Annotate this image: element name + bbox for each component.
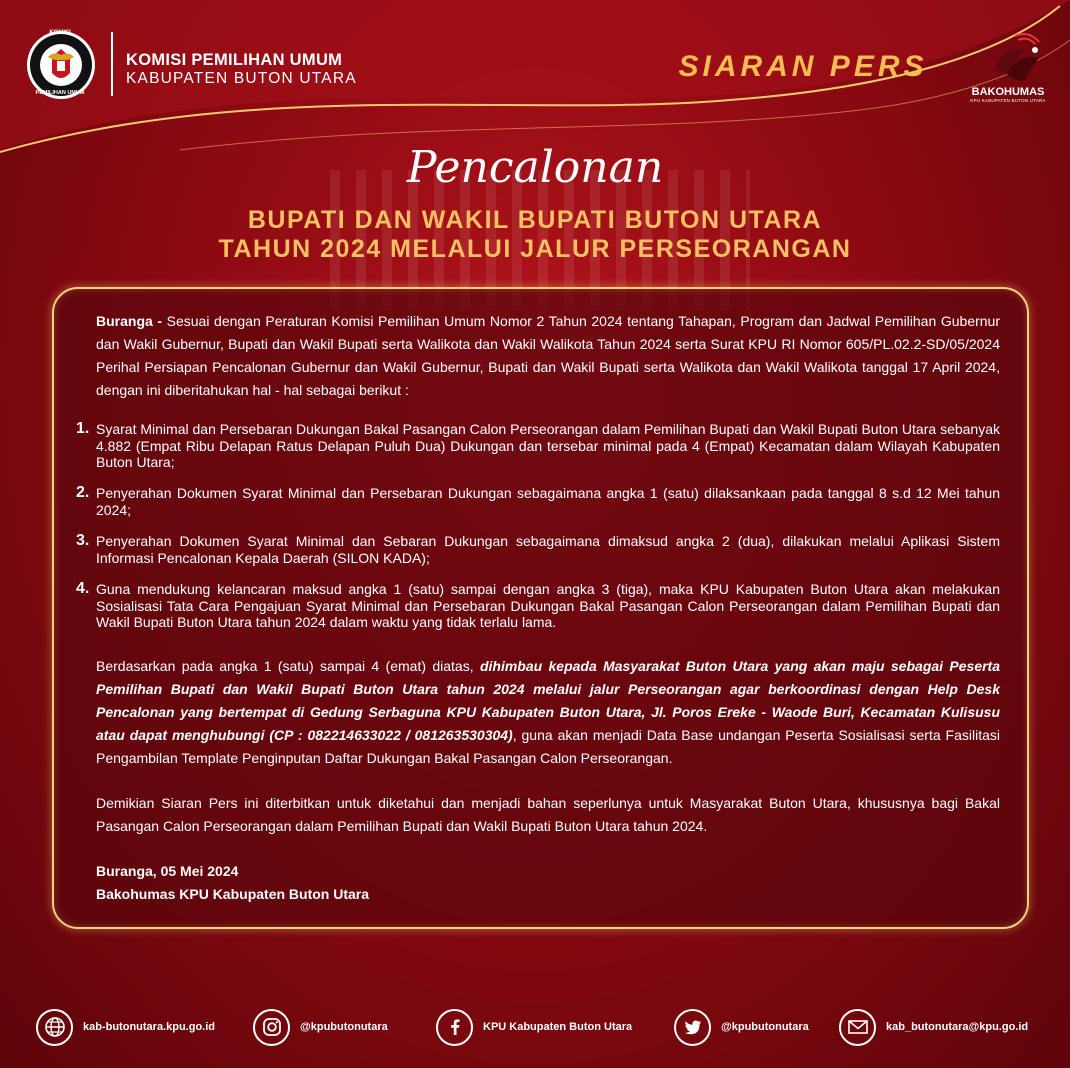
footer-facebook[interactable]: [436, 1008, 632, 1046]
instagram-text: @kpubutonutara: [300, 1021, 388, 1033]
bakohumas-label: BAKOHUMAS: [971, 86, 1045, 98]
appeal-paragraph: [96, 655, 1000, 770]
siaran-pers-badge: SIARAN PERS: [678, 50, 928, 83]
bakohumas-sublabel: KPU KABUPATEN BUTON UTARA: [970, 98, 1046, 103]
footer-twitter[interactable]: [674, 1008, 809, 1046]
facebook-text: KPU Kabupaten Buton Utara: [483, 1021, 633, 1033]
facebook-icon: [436, 1009, 473, 1046]
logo-bottom-text: PEMILIHAN UMUM: [35, 90, 85, 96]
mail-icon: [839, 1009, 876, 1046]
instagram-icon: [253, 1009, 290, 1046]
footer-website[interactable]: [36, 1008, 215, 1046]
footer-instagram[interactable]: [253, 1008, 388, 1046]
org-name: KOMISI PEMILIHAN UMUM: [126, 51, 343, 69]
logo-top-text: KOMISI: [49, 30, 71, 36]
list-number: 2.: [76, 484, 90, 501]
main-title: [0, 206, 1070, 264]
list-text: Guna mendukung kelancaran maksud angka 1 (satu) sampai dengan angka 3 (tiga), maka KPU Kabupaten Buton Utara akan melakukan Sosialisasi Tata Cara Pengajuan Syarat Minimal dan Persebaran Dukungan Bakal Pasangan Calon Perseorangan dalam Pemilihan Bupati dan Wakil Bupati Buton Utara tahun 2024 dalam waktu yang tidak terlalu lama.: [96, 581, 1000, 630]
main-title-line2: TAHUN 2024 MELALUI JALUR PERSEORANGAN: [218, 235, 852, 263]
list-number: 3.: [76, 532, 90, 549]
bakohumas-logo: [985, 28, 1047, 84]
intro-paragraph: [96, 310, 1000, 402]
intro-body: Sesuai dengan Peraturan Komisi Pemilihan Umum Nomor 2 Tahun 2024 tentang Tahapan, Program dan Jadwal Pemilihan Gubernur dan Wakil Gubernur, Bupati dan Wakil Bupati serta Walikota dan Wakil Walikota Tahun 2024 serta Surat KPU RI Nomor 605/PL.02.2-SD/05/2024 Perihal Persiapan Pencalonan Gubernur dan Wakil Gubernur, Bupati dan Wakil Bupati serta Walikota dan Wakil Walikota tanggal 17 April 2024, dengan ini diberitahukan hal - hal sebagai berikut :: [96, 313, 1000, 398]
twitter-text: @kpubutonutara: [721, 1021, 809, 1033]
main-title-line1: BUPATI DAN WAKIL BUPATI BUTON UTARA: [247, 206, 823, 234]
intro-lead: Buranga -: [96, 313, 163, 329]
sign-place-date: Buranga, 05 Mei 2024: [96, 863, 239, 879]
list-number: 1.: [76, 420, 90, 437]
twitter-icon: [674, 1009, 711, 1046]
appeal-end: , guna akan menjadi Data Base undangan Peserta Sosialisasi serta Fasilitasi Pengambilan Template Penginputan Daftar Dukungan Bakal Pasangan Calon Perseorangan.: [96, 727, 1000, 766]
appeal-emphasis: dihimbau kepada Masyarakat Buton Utara yang akan maju sebagai Peserta Pemilihan Bupati dan Wakil Bupati Buton Utara tahun 2024 melalui jalur Perseorangan agar berkoordinasi dengan Help Desk Pencalonan yang bertempat di Gedung Serbaguna KPU Kabupaten Buton Utara, Jl. Poros Ereke - Waode Buri, Kecamatan Kulisusu atau dapat menghubungi (CP : 082214633022 / 081263530304): [96, 658, 1000, 743]
globe-icon: [36, 1009, 73, 1046]
appeal-start: Berdasarkan pada angka 1 (satu) sampai 4 (emat) diatas,: [96, 658, 480, 674]
list-text: Penyerahan Dokumen Syarat Minimal dan Persebaran Dukungan sebagaimana angka 1 (satu) dilaksankaan pada tanggal 8 s.d 12 Mei tahun 2024;: [96, 485, 1000, 518]
script-title: Pencalonan: [406, 142, 664, 193]
email-text: kab_butonutara@kpu.go.id: [886, 1021, 1029, 1033]
list-text: Syarat Minimal dan Persebaran Dukungan Bakal Pasangan Calon Perseorangan dalam Pemilihan Bupati dan Wakil Bupati Buton Utara sebanyak 4.882 (Empat Ribu Delapan Ratus Delapan Puluh Dua) Dukungan dan tersebar minimal pada 4 (Empat) Kecamatan dalam Wilayah Kabupaten Buton Utara;: [96, 421, 1000, 470]
list-text: Penyerahan Dokumen Syarat Minimal dan Sebaran Dukungan sebagaimana dimaksud angka 2 (dua), dilakukan melalui Aplikasi Sistem Informasi Pencalonan Kepala Daerah (SILON KADA);: [96, 533, 1000, 566]
header-divider: [111, 32, 113, 96]
list-number: 4.: [76, 580, 90, 597]
sign-organization: Bakohumas KPU Kabupaten Buton Utara: [96, 886, 370, 902]
closing-paragraph: Demikian Siaran Pers ini diterbitkan untuk diketahui dan menjadi bahan seperlunya untuk Masyarakat Buton Utara, khususnya bagi Bakal Pasangan Calon Perseorangan dalam Pemilihan Bupati dan Wakil Bupati Buton Utara tahun 2024.: [96, 795, 1000, 834]
footer-email[interactable]: [839, 1008, 1028, 1046]
org-subtitle: KABUPATEN BUTON UTARA: [126, 70, 357, 87]
website-text: kab-butonutara.kpu.go.id: [83, 1021, 215, 1033]
